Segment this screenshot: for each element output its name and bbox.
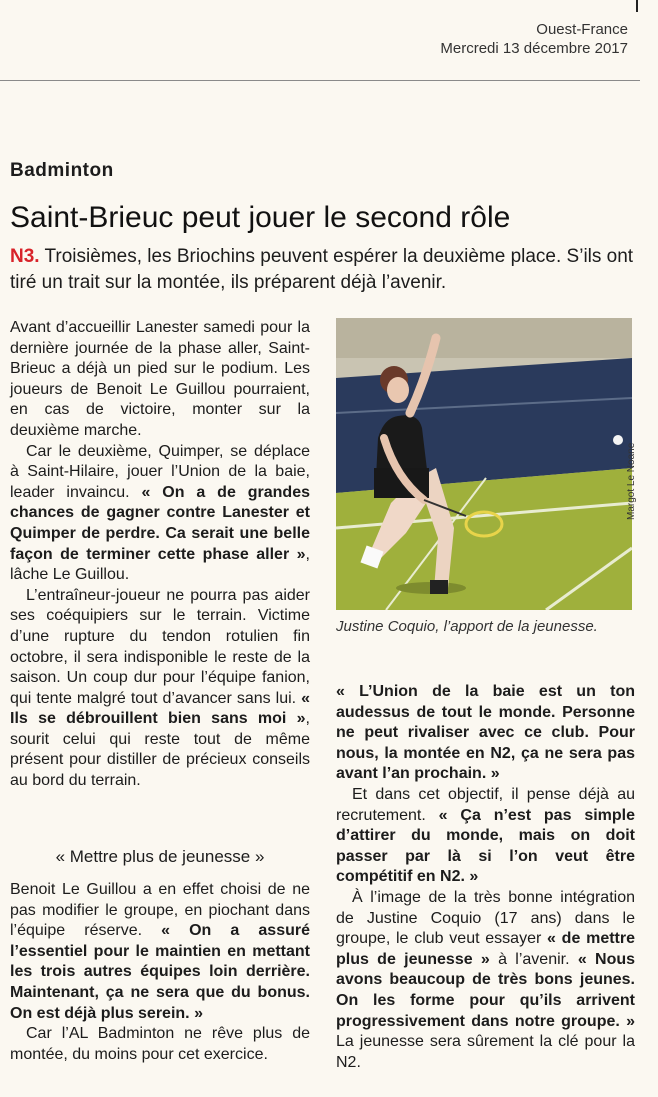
article-headline: Saint-Brieuc peut jouer le second rôle (10, 201, 511, 234)
quote-1: « On a de grandes chances de gagner contre Lanester et Quimper de perdre. Ca serait une belle façon de terminer cette phase aller » (10, 483, 310, 563)
quote-6: « de mettre plus de jeunesse » (336, 930, 636, 968)
paragraph-5: Car l’AL Badminton ne rêve plus de montée, du moins pour cet exercice. (10, 1025, 310, 1063)
paragraph-1: Avant d’accueillir Lanester samedi pour la dernière journée de la phase aller, Saint-Brieuc a déjà un pied sur le podium. Les joueurs de Benoit Le Guillou pourraient, en cas de victoire, monter sur la deuxième marche. (10, 319, 310, 439)
left-column-bottom (10, 880, 310, 1065)
paragraph-2-text: Car le deuxième, Quimper, se déplace à Saint-Hilaire, jouer l’Union de la baie, leader invaincu. (10, 442, 310, 501)
paragraph-8 (336, 888, 635, 1073)
quote-5: « Ça n’est pas simple d’attirer du monde, mais on doit passer par là si l’on veut être compétitif en N2. » (336, 806, 636, 886)
publication-date: Mercredi 13 décembre 2017 (440, 40, 628, 57)
quote-4: « L’Union de la baie est un ton audessus de tout le monde. Personne ne peut rivaliser avec ce club. Pour nous, la montée en N2, ça ne sera pas avant l’an prochain. » (336, 683, 635, 783)
article-standfirst (10, 244, 638, 296)
header-divider (0, 80, 640, 81)
paragraph-2 (10, 442, 310, 586)
section-kicker: Badminton (10, 160, 114, 181)
paragraph-4-text: Benoit Le Guillou a en effet choisi de ne pas modifier le groupe, en piochant dans l’équipe réserve. (10, 881, 310, 940)
paragraph-3 (10, 586, 310, 792)
paragraph-8-text: À l’image de la très bonne intégration de Justine Coquio (17 ans) dans le groupe, le club veut essayer (336, 888, 635, 948)
left-column-top (10, 318, 310, 792)
paragraph-4 (10, 880, 310, 1024)
paragraph-3-text: L’entraîneur-joueur ne pourra pas aider ses coéquipiers sur le terrain. Victime d’une rupture du tendon rotulien fin octobre, il sera indisponible le reste de la saison. Un coup dur pour l’équipe fanion, qui tente malgré tout d’avancer sans lui. (10, 586, 310, 707)
paragraph-2-tail: , lâche Le Guillou. (10, 545, 310, 584)
badminton-player-image (336, 318, 632, 610)
paragraph-8-mid: à l’avenir. (489, 950, 578, 968)
paragraph-8-tail: La jeunesse sera sûrement la clé pour la N2. (336, 1033, 635, 1071)
article-photo (336, 318, 632, 610)
page-edge-mark (636, 0, 638, 12)
newspaper-name: Ouest-France (536, 21, 628, 38)
paragraph-3-tail: , sourit celui qui reste tout de même présent pour distiller de précieux conseils au bord du terrain. (10, 710, 310, 790)
quote-7: « Nous avons beaucoup de très bons jeunes. On les forme pour qu’ils arrivent progressivement dans notre groupe. » (336, 950, 636, 1030)
photo-credit: Margot Le Noane (626, 442, 637, 520)
photo-caption: Justine Coquio, l’apport de la jeunesse. (336, 618, 598, 635)
quote-2: « Ils se débrouillent bien sans moi » (10, 689, 310, 728)
right-column (336, 682, 635, 1073)
standfirst-text: Troisièmes, les Briochins peuvent espérer la deuxième place. S’ils ont tiré un trait sur la montée, ils préparent déjà l’avenir. (10, 246, 634, 293)
paragraph-7-text: Et dans cet objectif, il pense déjà au recrutement. (336, 785, 635, 824)
intertitle: « Mettre plus de jeunesse » (55, 847, 265, 866)
quote-3: « On a assuré l’essentiel pour le maintien en mettant les trois autres équipes loin derrière. Maintenant, ça ne sera que du bonus. On est déjà plus serein. » (10, 922, 310, 1022)
masthead (440, 20, 628, 58)
league-tag: N3. (10, 246, 40, 267)
paragraph-6 (336, 682, 635, 785)
paragraph-7 (336, 785, 635, 888)
